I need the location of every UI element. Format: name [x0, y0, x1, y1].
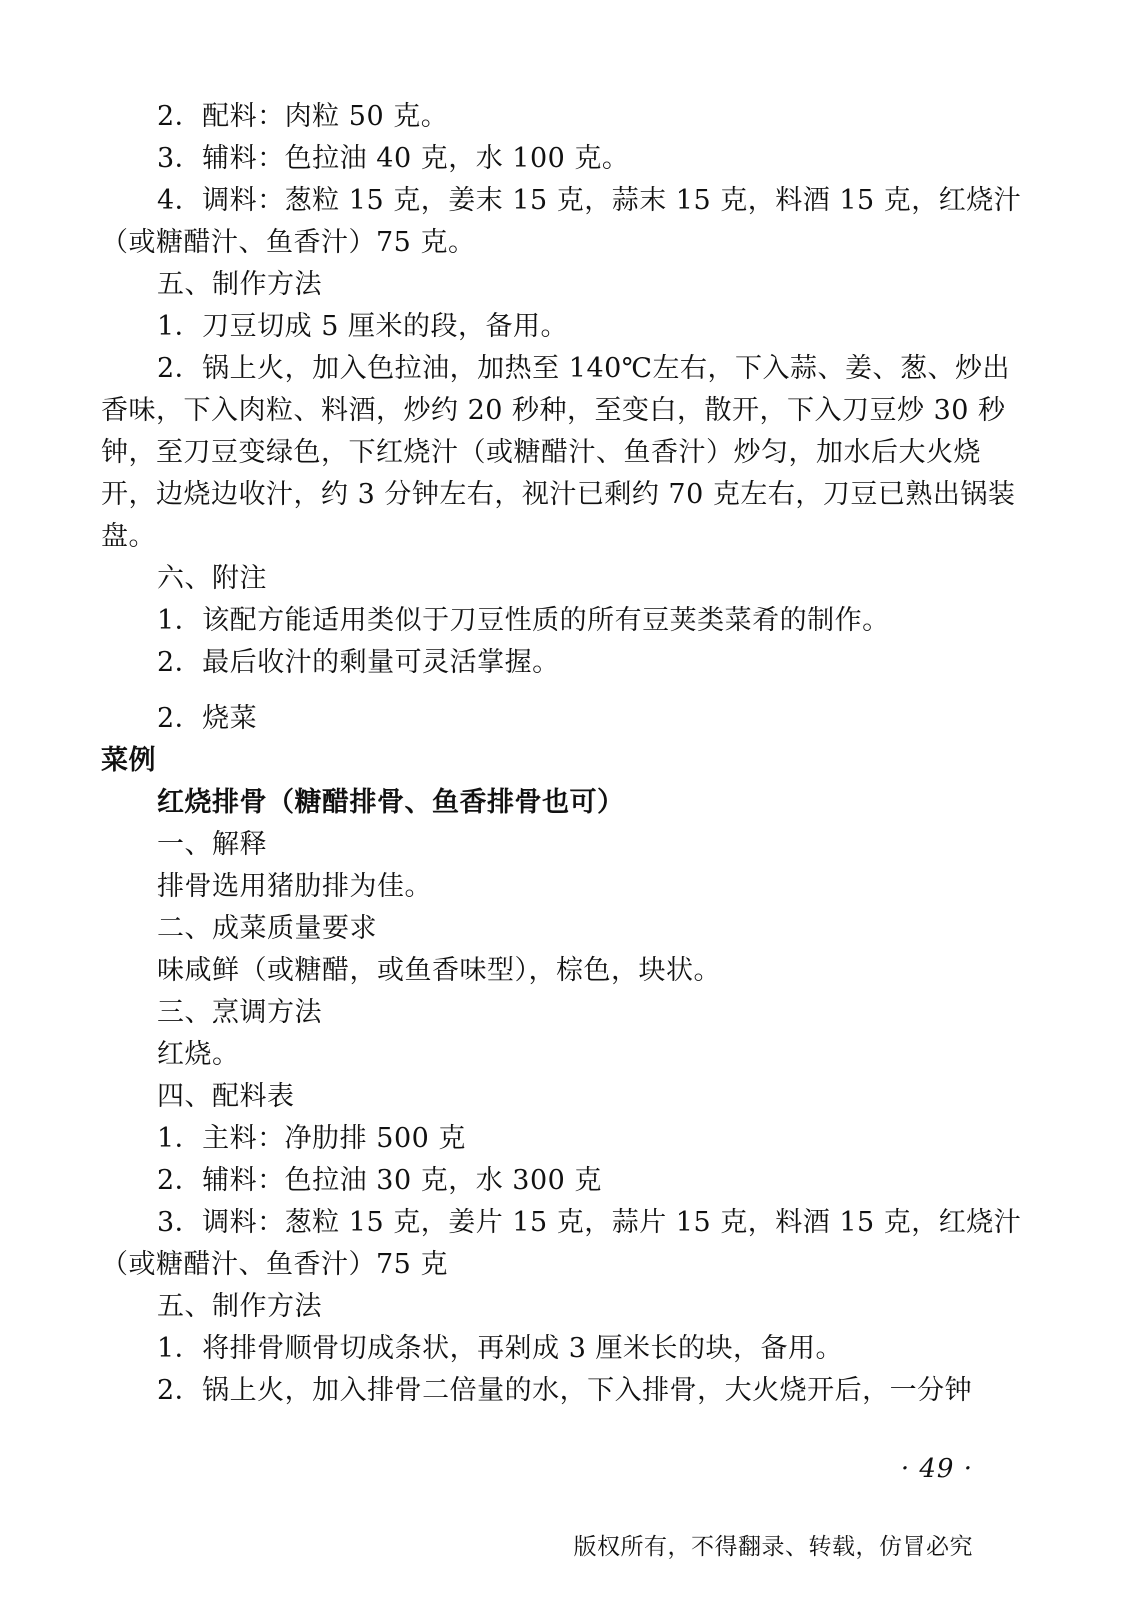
paragraph: 3．调料：葱粒 15 克，姜片 15 克，蒜片 15 克，料酒 15 克，红烧汁（或糖醋汁、鱼香汁）75 克	[101, 1207, 1022, 1280]
text-line: 2．锅上火，加入排骨二倍量的水，下入排骨，大火烧开后，一分钟	[157, 1375, 973, 1406]
text-line: 2．最后收汁的剩量可灵活掌握。	[157, 647, 560, 678]
section-heading: 一、解释	[157, 829, 267, 860]
text-line: 3．辅料：色拉油 40 克，水 100 克。	[157, 143, 630, 174]
section-heading: 二、成菜质量要求	[157, 913, 377, 944]
text-line: 2．配料：肉粒 50 克。	[157, 101, 449, 132]
text-line: 味咸鲜（或糖醋，或鱼香味型），棕色，块状。	[157, 955, 721, 986]
section-heading: 四、配料表	[157, 1081, 295, 1112]
subsection-title: 2．烧菜	[157, 703, 258, 734]
recipe-title: 红烧排骨（糖醋排骨、鱼香排骨也可）	[157, 787, 625, 818]
page-number: · 49 ·	[900, 1454, 973, 1484]
section-heading: 五、制作方法	[157, 1291, 322, 1322]
section-heading: 五、制作方法	[157, 269, 322, 300]
body-text	[101, 96, 1031, 1412]
text-line: 1．该配方能适用类似于刀豆性质的所有豆荚类菜肴的制作。	[157, 605, 890, 636]
recipe-example-heading: 菜例	[101, 745, 156, 776]
section-heading: 三、烹调方法	[157, 997, 322, 1028]
text-line: 1．主料：净肋排 500 克	[157, 1123, 466, 1154]
text-line: 2．辅料：色拉油 30 克，水 300 克	[157, 1165, 602, 1196]
text-line: 1．刀豆切成 5 厘米的段，备用。	[157, 311, 569, 342]
copyright-notice: 版权所有，不得翻录、转载，仿冒必究	[573, 1534, 973, 1560]
text-line: 红烧。	[157, 1039, 240, 1070]
text-line: 排骨选用猪肋排为佳。	[157, 871, 432, 902]
paragraph: 2．锅上火，加入色拉油，加热至 140℃左右，下入蒜、姜、葱、炒出香味，下入肉粒、料酒，炒约 20 秒种，至变白，散开，下入刀豆炒 30 秒钟，至刀豆变绿色，下红烧汁（或糖醋汁、鱼香汁）炒匀，加水后大火烧开，边烧边收汁，约 3 分钟左右，视汁已剩约 70 克左右，刀豆已熟出锅装盘。	[101, 353, 1016, 552]
section-heading: 六、附注	[157, 563, 267, 594]
text-line: 1．将排骨顺骨切成条状，再剁成 3 厘米长的块，备用。	[157, 1333, 844, 1364]
paragraph: 4．调料：葱粒 15 克，姜末 15 克，蒜末 15 克，料酒 15 克，红烧汁（或糖醋汁、鱼香汁）75 克。	[101, 185, 1022, 258]
